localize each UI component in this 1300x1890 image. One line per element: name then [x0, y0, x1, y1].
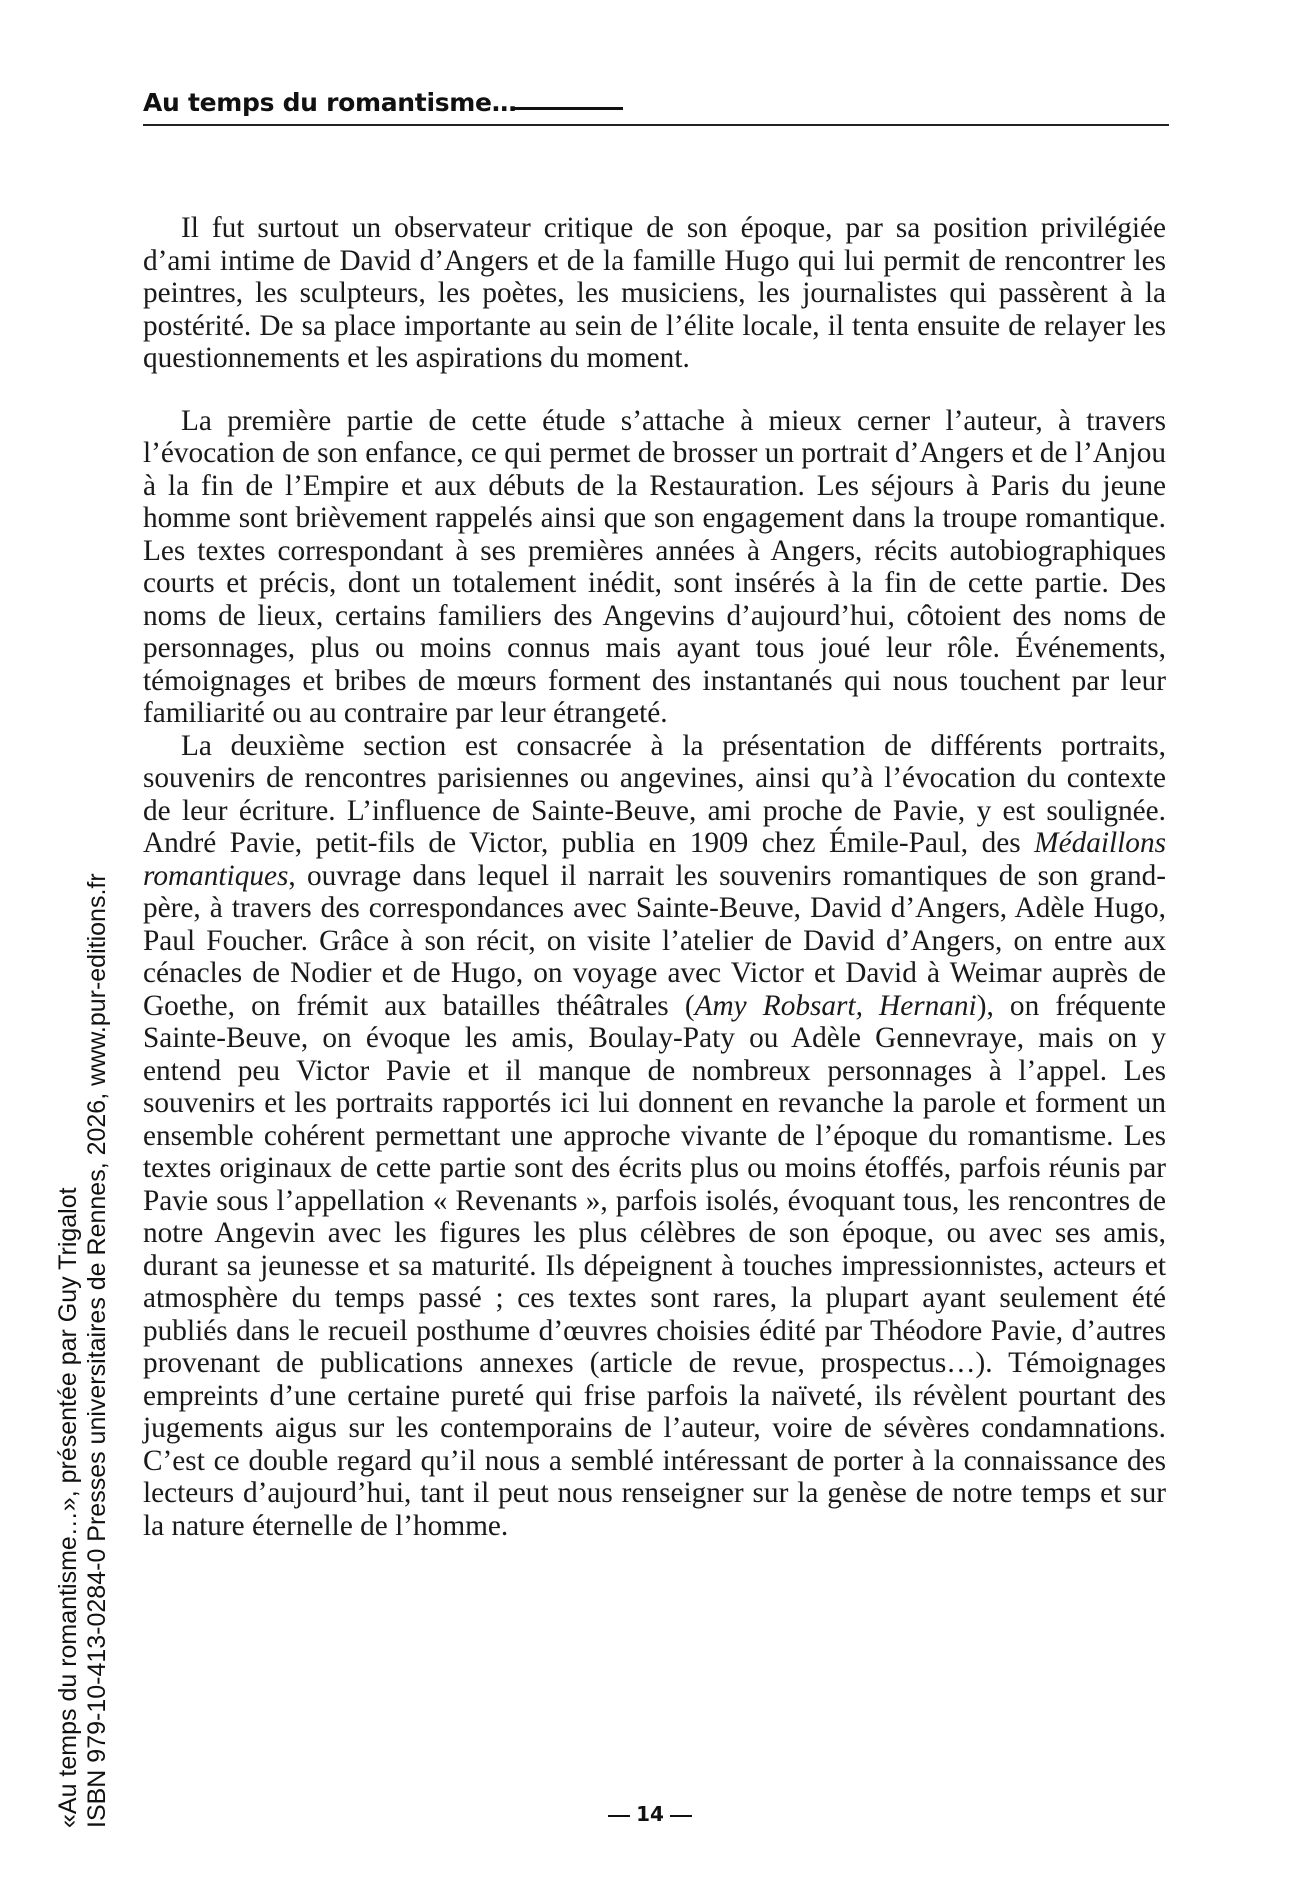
page-number: 14	[636, 1802, 664, 1826]
paragraph-3	[143, 730, 1166, 1543]
running-header-title: Au temps du romantisme…	[143, 88, 517, 117]
play-titles: Amy Robsart, Hernani	[694, 989, 977, 1022]
header-ornament-dash	[513, 107, 623, 110]
paragraph-1: Il fut surtout un observateur critique de son époque, par sa position privilégiée d’ami intime de David d’Angers et de la famille Hugo qui lui permit de rencontrer les peintres, les sculpteurs, les poètes, les musiciens, les journalistes qui passèrent à la postérité. De sa place importante au sein de l’élite locale, il tenta ensuite de relayer les questionnements et les aspirations du moment.	[143, 212, 1166, 374]
vertical-copyright-note	[54, 873, 112, 1828]
page-footer	[0, 1802, 1300, 1826]
paragraph-3-text-a: La deuxième section est consacrée à la présentation de différents portraits, souvenirs de rencontres parisiennes ou angevines, ainsi qu’à l’évocation du contexte de leur écriture. L’influence de Sainte-Beuve, ami proche de Pavie, y est soulignée. André Pavie, petit-fils de Victor, publia en 1909 chez Émile-Paul, des	[143, 729, 1166, 859]
paragraph-3-text-e: ), on fréquente Sainte-Beuve, on évoque les amis, Boulay-Paty ou Adèle Gennevraye, mais on y entend peu Victor Pavie et il manque de nombreux personnages à l’appel. Les souvenirs et les portraits rapportés ici lui donnent en revanche la parole et forment un ensemble cohérent permettant une approche vivante de l’époque du romantisme. Les textes originaux de cette partie sont des écrits plus ou moins étoffés, parfois réunis par Pavie sous l’appellation « Revenants », parfois isolés, évoquant tous, les rencontres de notre Angevin avec les figures les plus célèbres de son époque, ou avec ses amis, durant sa jeunesse et sa maturité. Ils dépeignent à touches impressionnistes, acteurs et atmosphère du temps passé ; ces textes sont rares, la plupart ayant seulement été publiés dans le recueil posthume d’œuvres choisies édité par Théodore Pavie, d’autres provenant de publications annexes (article de revue, prospectus…). Témoignages empreints d’une certaine pureté qui frise parfois la naïveté, ils révèlent pourtant des jugements aigus sur les contemporains de l’auteur, voire de sévères condamnations. C’est ce double regard qu’il nous a semblé intéressant de porter à la connaissance des lecteurs d’aujourd’hui, tant il peut nous renseigner sur la genèse de notre temps et sur la nature éternelle de l’homme.	[143, 989, 1166, 1542]
header-rule	[143, 124, 1169, 126]
folio-dash-right	[670, 1815, 692, 1817]
paragraph-3-text-c: , ouvrage dans lequel il narrait les souvenirs romantiques de son grand-père, à travers des correspondances avec Sainte-Beuve, David d’Angers, Adèle Hugo, Paul Foucher. Grâce à son récit, on visite l’atelier de David d’Angers, on entre aux cénacles de Nodier et de Hugo, on voyage avec Victor et David à Weimar auprès de Goethe, on frémit aux batailles théâtrales (	[143, 859, 1166, 1022]
side-note-line-1: «Au temps du romantisme…», présentée par Guy Trigalot	[54, 1187, 82, 1828]
body-text	[143, 212, 1166, 1542]
paragraph-2: La première partie de cette étude s’attache à mieux cerner l’auteur, à travers l’évocation de son enfance, ce qui permet de brosser un portrait d’Angers et de l’Anjou à la fin de l’Empire et aux débuts de la Restauration. Les séjours à Paris du jeune homme sont brièvement rappelés ainsi que son engagement dans la troupe romantique. Les textes correspondant à ses premières années à Angers, récits autobiographiques courts et précis, dont un totalement inédit, sont insérés à la fin de cette partie. Des noms de lieux, certains familiers des Angevins d’aujourd’hui, côtoient des noms de personnages, plus ou moins connus mais ayant tous joué leur rôle. Événements, témoignages et bribes de mœurs forment des instantanés qui nous touchent par leur familiarité ou au contraire par leur étrangeté.	[143, 404, 1166, 729]
side-note-line-2: ISBN 979-10-413-0284-0 Presses universitaires de Rennes, 2026, www.pur-editions.fr	[83, 873, 111, 1828]
folio-dash-left	[608, 1815, 630, 1817]
book-title-medaillons: Médaillons romantiques	[143, 827, 1166, 892]
